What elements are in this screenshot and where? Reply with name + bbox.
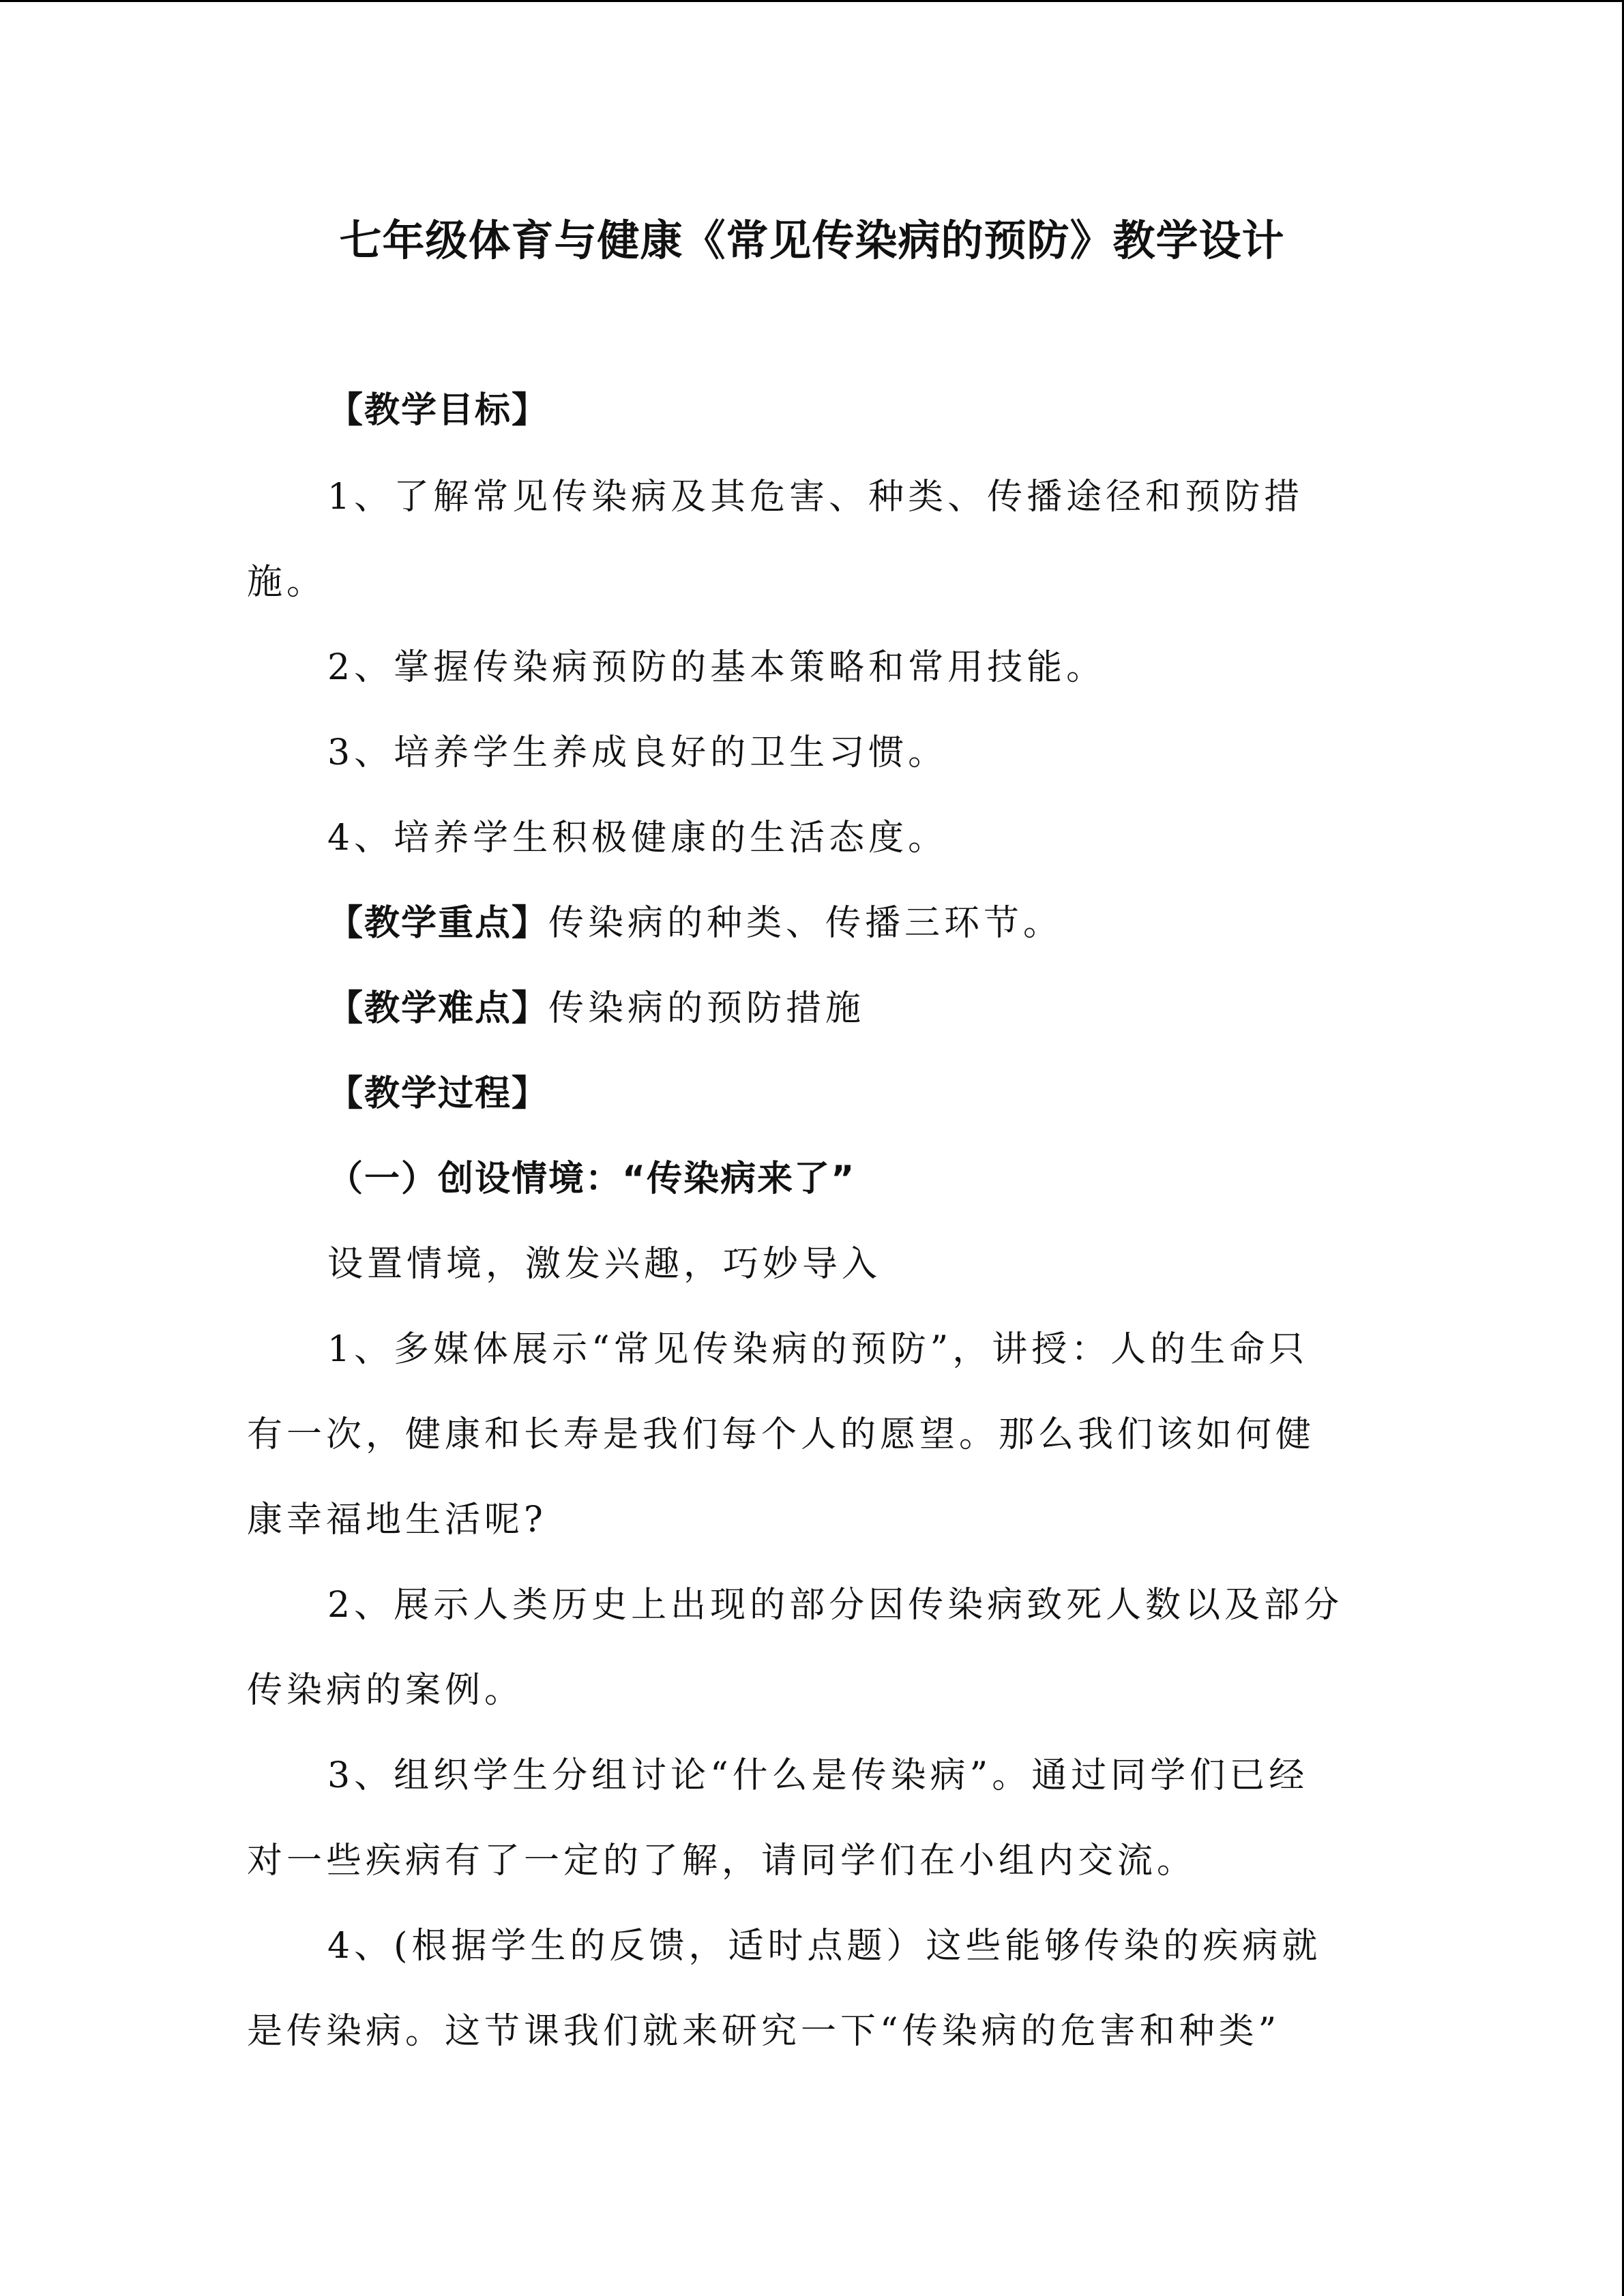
objective-2: 2、掌握传染病预防的基本策略和常用技能。 xyxy=(327,647,1106,688)
difficulties-text: 传染病的预防措施 xyxy=(548,988,866,1029)
section-1-heading: （一）创设情境：“传染病来了” xyxy=(327,1159,856,1199)
objective-3: 3、培养学生养成良好的卫生习惯。 xyxy=(327,732,948,773)
step-1-line-1: 1、多媒体展示“常见传染病的预防”，讲授：人的生命只 xyxy=(327,1329,1309,1370)
difficulties xyxy=(327,984,865,1033)
document-title: 七年级体育与健康《常见传染病的预防》教学设计 xyxy=(339,215,1285,265)
process-heading: 【教学过程】 xyxy=(327,1073,549,1114)
difficulties-label: 【教学难点】 xyxy=(327,988,549,1029)
section-1-intro: 设置情境，激发兴趣，巧妙导入 xyxy=(327,1244,882,1285)
step-3-line-2: 对一些疾病有了一定的了解，请同学们在小组内交流。 xyxy=(247,1840,1197,1881)
step-4-line-2: 是传染病。这节课我们就来研究一下“传染病的危害和种类” xyxy=(247,2011,1281,2052)
objectives-heading: 【教学目标】 xyxy=(327,390,549,431)
step-4-line-1: 4、(根据学生的反馈，适时点题）这些能够传染的疾病就 xyxy=(327,1926,1322,1967)
step-1-line-2: 有一次，健康和长寿是我们每个人的愿望。那么我们该如何健 xyxy=(247,1414,1316,1455)
step-2-line-1: 2、展示人类历史上出现的部分因传染病致死人数以及部分 xyxy=(327,1585,1344,1626)
step-1-line-3: 康幸福地生活呢? xyxy=(247,1500,547,1540)
step-3-line-1: 3、组织学生分组讨论“什么是传染病”。通过同学们已经 xyxy=(327,1755,1309,1796)
objective-4: 4、培养学生积极健康的生活态度。 xyxy=(327,818,948,859)
key-points-label: 【教学重点】 xyxy=(327,903,549,944)
step-2-line-2: 传染病的案例。 xyxy=(247,1670,525,1711)
objective-1-line-1: 1、了解常见传染病及其危害、种类、传播途径和预防措 xyxy=(327,477,1304,518)
key-points xyxy=(327,899,1063,948)
key-points-text: 传染病的种类、传播三环节。 xyxy=(548,903,1063,944)
objective-1-line-2: 施。 xyxy=(247,562,327,603)
